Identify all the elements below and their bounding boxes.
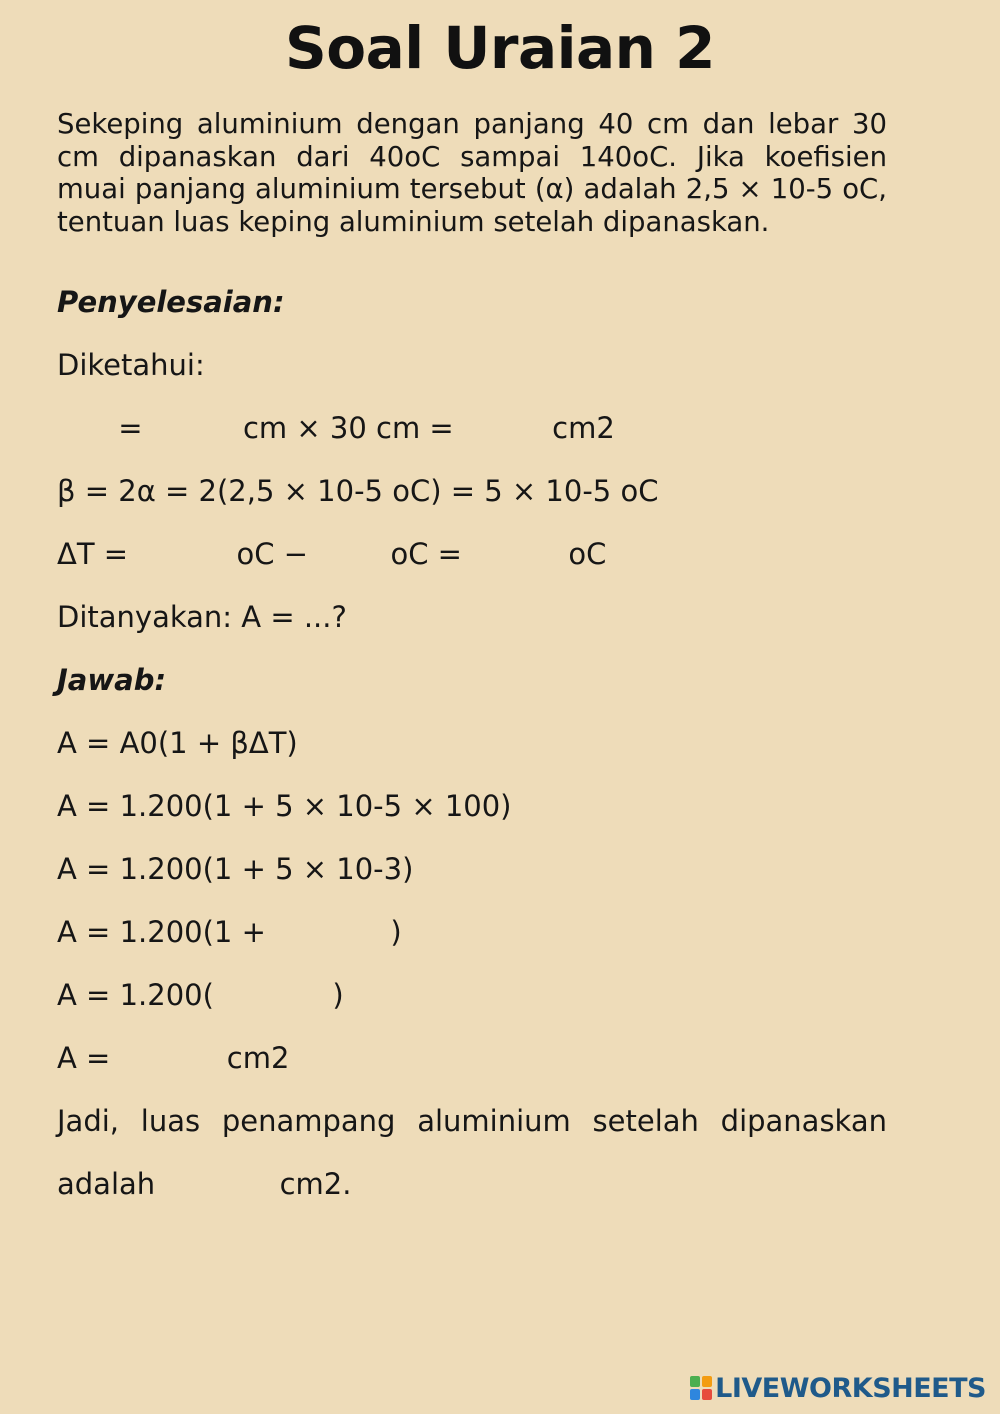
delta-t-unit-3: oC xyxy=(568,537,607,571)
conclusion-area-input[interactable] xyxy=(164,1168,270,1202)
t-initial-input[interactable] xyxy=(317,538,381,572)
delta-t-result-input[interactable] xyxy=(471,538,559,572)
area-result-input[interactable] xyxy=(463,412,543,446)
jawab-heading: Jawab: xyxy=(57,663,167,697)
delta-t-line xyxy=(57,536,606,572)
liveworksheets-logo xyxy=(690,1372,986,1404)
conclusion-prefix: adalah xyxy=(57,1167,156,1201)
asked-line: Ditanyakan: A = ...? xyxy=(57,600,347,634)
brand-name: LIVEWORKSHEETS xyxy=(715,1372,986,1404)
area-multiplication: cm × 30 cm = xyxy=(242,411,454,445)
conclusion-line-1: Jadi, luas penampang aluminium setelah dipanaskan xyxy=(57,1104,887,1138)
length-input[interactable] xyxy=(152,412,234,446)
area-symbol-input[interactable] xyxy=(57,412,109,446)
step-substitution: A = 1.200(1 + 5 × 10-5 × 100) xyxy=(57,789,512,823)
area-given-line xyxy=(57,410,615,446)
final-area-input[interactable] xyxy=(120,1042,218,1076)
delta-t-unit-1: oC − xyxy=(236,537,309,571)
area-unit: cm2 xyxy=(552,411,615,445)
expansion-term-input[interactable] xyxy=(275,916,381,950)
t-final-input[interactable] xyxy=(137,538,227,572)
beta-line: β = 2α = 2(2,5 × 10-5 oC) = 5 × 10-5 oC xyxy=(57,474,659,508)
step-6-suffix: cm2 xyxy=(226,1041,290,1075)
conclusion-line-2 xyxy=(57,1166,351,1202)
delta-t-unit-2: oC = xyxy=(390,537,462,571)
step-5-prefix: A = 1.200( xyxy=(57,978,214,1012)
delta-t-label: ΔT = xyxy=(57,537,129,571)
step-5-line xyxy=(57,977,344,1013)
step-formula: A = A0(1 + βΔT) xyxy=(57,726,298,760)
step-4-prefix: A = 1.200(1 + xyxy=(57,915,266,949)
step-4-line xyxy=(57,914,402,950)
step-simplified: A = 1.200(1 + 5 × 10-3) xyxy=(57,852,414,886)
step-6-line xyxy=(57,1040,289,1076)
liveworksheets-logo-icon xyxy=(690,1376,712,1400)
penyelesaian-heading: Penyelesaian: xyxy=(57,285,285,319)
step-6-prefix: A = xyxy=(57,1041,111,1075)
page-title: Soal Uraian 2 xyxy=(284,14,716,82)
step-4-suffix: ) xyxy=(390,915,402,949)
conclusion-suffix: cm2. xyxy=(279,1167,352,1201)
problem-statement: Sekeping aluminium dengan panjang 40 cm dan lebar 30 cm dipanaskan dari 40oC sampai 140oC. Jika koefisien muai panjang aluminium tersebut (α) adalah 2,5 × 10-5 oC, tentuan luas keping aluminium setelah dipanaskan. xyxy=(57,108,887,238)
diketahui-label: Diketahui: xyxy=(57,348,205,382)
step-5-suffix: ) xyxy=(332,978,344,1012)
area-equals: = xyxy=(118,411,143,445)
factor-input[interactable] xyxy=(223,979,323,1013)
